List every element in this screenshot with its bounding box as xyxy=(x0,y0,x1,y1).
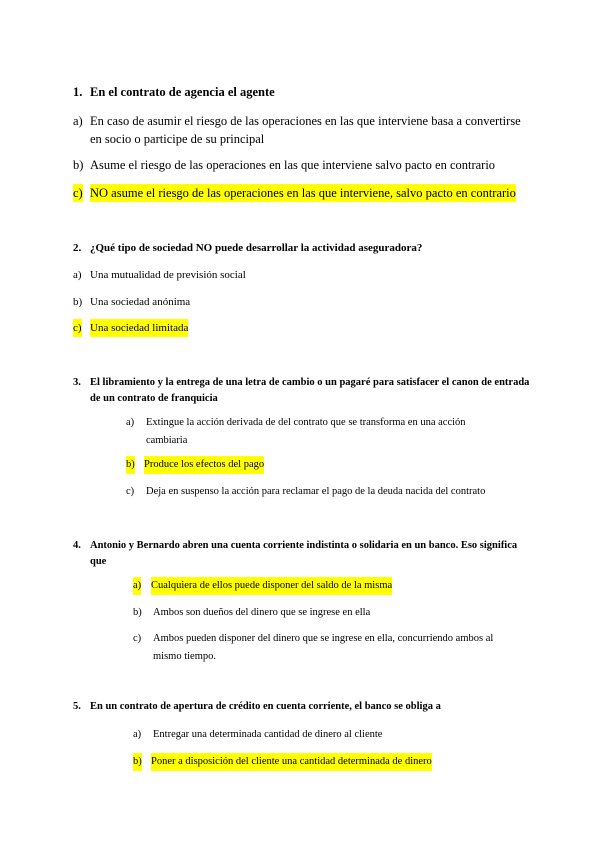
option-letter: c) xyxy=(133,633,142,644)
option-letter: a) xyxy=(133,577,141,595)
option-letter: a) xyxy=(126,417,135,428)
option-letter: b) xyxy=(73,158,84,172)
question-3 xyxy=(73,375,533,409)
option-text-highlighted: Una sociedad limitada xyxy=(90,319,188,337)
question-number: 2. xyxy=(73,242,82,254)
option-letter: c) xyxy=(126,486,135,497)
option-letter: b) xyxy=(126,456,135,474)
option-letter: a) xyxy=(73,114,83,128)
option-text: Una mutualidad de previsión social xyxy=(90,269,246,281)
option-text: Entregar una determinada cantidad de dinero al cliente xyxy=(153,729,383,740)
option-text: Ambos son dueños del dinero que se ingrese en ella xyxy=(153,607,371,618)
question-text: En un contrato de apertura de crédito en cuenta corriente, el banco se obliga a xyxy=(90,701,441,712)
option-letter: b) xyxy=(73,296,83,308)
option-text-highlighted: NO asume el riesgo de las operaciones en las que interviene, salvo pacto en contrario xyxy=(90,186,516,200)
question-number: 1. xyxy=(73,85,83,99)
option-letter: b) xyxy=(133,753,142,771)
option-letter: b) xyxy=(133,607,142,618)
question-number: 5. xyxy=(73,701,81,712)
option-text: Deja en suspenso la acción para reclamar el pago de la deuda nacida del contrato xyxy=(146,486,486,497)
option-text: Extingue la acción derivada de del contrato que se transforma en una acción cambiaria xyxy=(146,417,466,446)
option-text-highlighted: Cualquiera de ellos puede disponer del saldo de la misma xyxy=(151,577,392,595)
option-letter: a) xyxy=(133,729,142,740)
question-number: 3. xyxy=(73,377,81,388)
question-text: En el contrato de agencia el agente xyxy=(90,85,275,99)
option-letter: a) xyxy=(73,269,82,281)
option-text: Ambos pueden disponer del dinero que se ingrese en ella, concurriendo ambos al mismo tiempo. xyxy=(153,633,494,662)
option-text: Asume el riesgo de las operaciones en las que interviene salvo pacto en contrario xyxy=(90,158,496,172)
question-number: 4. xyxy=(73,540,81,551)
question-text: ¿Qué tipo de sociedad NO puede desarrollar la actividad aseguradora? xyxy=(90,242,423,254)
question-text: Antonio y Bernardo abren una cuenta corriente indistinta o solidaria en un banco. Eso significa que xyxy=(90,540,518,567)
option-text: Una sociedad anónima xyxy=(90,296,191,308)
option-letter: c) xyxy=(73,186,83,200)
option-text-highlighted: Poner a disposición del cliente una cantidad determinada de dinero xyxy=(151,753,432,771)
option-text-highlighted: Produce los efectos del pago xyxy=(144,456,264,474)
option-text: En caso de asumir el riesgo de las operaciones en las que interviene basa a convertirse en socio o participe de su principal xyxy=(90,114,521,146)
option-letter: c) xyxy=(73,319,82,337)
question-text: El libramiento y la entrega de una letra de cambio o un pagaré para satisfacer el canon de entrada de un contrato de franquicia xyxy=(90,377,530,404)
